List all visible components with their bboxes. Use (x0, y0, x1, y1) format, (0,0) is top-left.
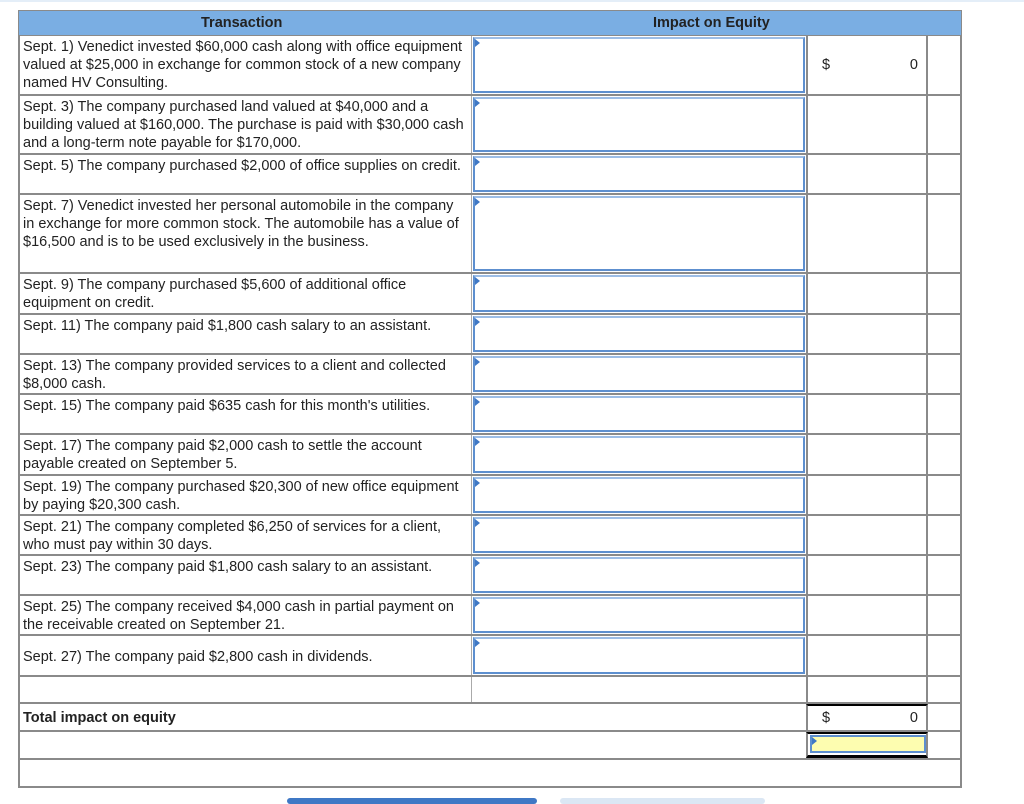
transaction-description: Sept. 9) The company purchased $5,600 of additional office equipment on credit. (18, 274, 472, 313)
spacer-cell (928, 636, 962, 675)
total-equity-input[interactable] (810, 735, 926, 753)
transaction-description: Sept. 21) The company completed $6,250 of services for a client, who must pay within 30 days. (18, 516, 472, 554)
dropdown-indicator-icon (475, 39, 480, 47)
currency-symbol: $ (822, 57, 831, 73)
transaction-description: Sept. 5) The company purchased $2,000 of office supplies on credit. (18, 155, 472, 193)
blank-cell (18, 677, 472, 702)
impact-amount-cell (806, 274, 928, 313)
spacer-cell (928, 732, 962, 758)
impact-select-input[interactable] (473, 557, 805, 593)
transaction-description: Sept. 27) The company paid $2,800 cash in dividends. (18, 636, 472, 675)
table-row (18, 760, 962, 788)
impact-select-input[interactable] (473, 597, 805, 633)
blank-cell (806, 677, 928, 702)
blank-cell (928, 677, 962, 702)
spacer-cell (928, 516, 962, 554)
table-row (18, 476, 962, 516)
impact-select-input[interactable] (473, 316, 805, 352)
transaction-description: Sept. 1) Venedict invested $60,000 cash along with office equipment valued at $25,000 in exchange for common stock of a new company named HV Consulting. (18, 36, 472, 94)
impact-amount-cell (806, 155, 928, 193)
table-row (18, 556, 962, 596)
spacer-cell (928, 704, 962, 730)
spacer-cell (928, 395, 962, 433)
secondary-button[interactable] (560, 798, 765, 804)
impact-dropdown-cell (472, 274, 806, 313)
impact-dropdown-cell (472, 195, 806, 272)
spacer-cell (928, 155, 962, 193)
blank-cell (472, 677, 806, 702)
dropdown-indicator-icon (475, 158, 480, 166)
transaction-description: Sept. 19) The company purchased $20,300 of new office equipment by paying $20,300 cash. (18, 476, 472, 514)
table-row (18, 96, 962, 155)
impact-amount-cell (806, 556, 928, 594)
impact-dropdown-cell (472, 96, 806, 153)
impact-dropdown-cell (472, 36, 806, 94)
impact-dropdown-cell (472, 596, 806, 634)
blank-cell (18, 732, 806, 758)
dropdown-indicator-icon (475, 639, 480, 647)
dropdown-indicator-icon (475, 358, 480, 366)
spacer-cell (928, 315, 962, 353)
dropdown-indicator-icon (475, 599, 480, 607)
impact-dropdown-cell (472, 315, 806, 353)
table-row (18, 315, 962, 355)
spacer-cell (928, 195, 962, 272)
impact-select-input[interactable] (473, 37, 805, 93)
dropdown-indicator-icon (475, 519, 480, 527)
table-row (18, 732, 962, 760)
impact-amount-cell (806, 36, 928, 94)
impact-dropdown-cell (472, 395, 806, 433)
impact-select-input[interactable] (473, 396, 805, 432)
table-row (18, 36, 962, 96)
transaction-description: Sept. 3) The company purchased land valued at $40,000 and a building valued at $160,000. The purchase is paid with $30,000 cash and a long-term note payable for $170,000. (18, 96, 472, 153)
blank-cell (18, 760, 962, 786)
impact-value: 0 (909, 57, 918, 73)
currency-symbol: $ (822, 710, 831, 726)
dropdown-indicator-icon (812, 737, 817, 745)
impact-amount-cell (806, 636, 928, 675)
table-row (18, 596, 962, 636)
transaction-description: Sept. 11) The company paid $1,800 cash salary to an assistant. (18, 315, 472, 353)
dropdown-indicator-icon (475, 277, 480, 285)
dropdown-indicator-icon (475, 99, 480, 107)
total-value: 0 (909, 710, 918, 726)
spacer-cell (928, 274, 962, 313)
transaction-description: Sept. 23) The company paid $1,800 cash salary to an assistant. (18, 556, 472, 594)
impact-dropdown-cell (472, 435, 806, 474)
impact-amount-cell (806, 96, 928, 153)
spacer-cell (928, 355, 962, 393)
spacer-cell (928, 556, 962, 594)
impact-amount-cell (806, 596, 928, 634)
spacer-cell (928, 36, 962, 94)
transaction-description: Sept. 17) The company paid $2,000 cash to settle the account payable created on September 5. (18, 435, 472, 474)
impact-select-input[interactable] (473, 196, 805, 271)
impact-select-input[interactable] (473, 356, 805, 392)
spacer-cell (928, 96, 962, 153)
impact-dropdown-cell (472, 355, 806, 393)
header-transaction: Transaction (201, 15, 283, 31)
table-row (18, 355, 962, 395)
total-input-cell (806, 732, 928, 758)
total-amount-cell (806, 704, 928, 730)
impact-amount-cell (806, 395, 928, 433)
impact-dropdown-cell (472, 556, 806, 594)
table-row (18, 677, 962, 704)
table-row (18, 195, 962, 274)
table-row (18, 274, 962, 315)
total-label: Total impact on equity (18, 704, 806, 730)
impact-dropdown-cell (472, 516, 806, 554)
top-divider (0, 0, 1024, 2)
impact-select-input[interactable] (473, 517, 805, 553)
impact-dropdown-cell (472, 155, 806, 193)
impact-select-input[interactable] (473, 436, 805, 473)
table-header (18, 10, 962, 36)
impact-select-input[interactable] (473, 637, 805, 674)
transaction-description: Sept. 25) The company received $4,000 cash in partial payment on the receivable created on September 21. (18, 596, 472, 634)
transaction-description: Sept. 15) The company paid $635 cash for this month's utilities. (18, 395, 472, 433)
dropdown-indicator-icon (475, 398, 480, 406)
impact-amount-cell (806, 315, 928, 353)
impact-amount-cell (806, 516, 928, 554)
impact-dropdown-cell (472, 476, 806, 514)
dropdown-indicator-icon (475, 438, 480, 446)
table-row (18, 704, 962, 732)
primary-button[interactable] (287, 798, 537, 804)
impact-amount-cell (806, 476, 928, 514)
table-row (18, 155, 962, 195)
table-row (18, 395, 962, 435)
transaction-description: Sept. 7) Venedict invested her personal automobile in the company in exchange for more common stock. The automobile has a value of $16,500 and is to be used exclusively in the business. (18, 195, 472, 272)
table-row (18, 636, 962, 677)
impact-amount-cell (806, 435, 928, 474)
impact-select-input[interactable] (473, 477, 805, 513)
spacer-cell (928, 435, 962, 474)
dropdown-indicator-icon (475, 559, 480, 567)
impact-amount-cell (806, 355, 928, 393)
header-impact-on-equity: Impact on Equity (653, 15, 770, 31)
table-row (18, 516, 962, 556)
impact-dropdown-cell (472, 636, 806, 675)
dropdown-indicator-icon (475, 198, 480, 206)
impact-select-input[interactable] (473, 156, 805, 192)
impact-amount-cell (806, 195, 928, 272)
dropdown-indicator-icon (475, 479, 480, 487)
dropdown-indicator-icon (475, 318, 480, 326)
spacer-cell (928, 596, 962, 634)
table-row (18, 435, 962, 476)
transaction-description: Sept. 13) The company provided services to a client and collected $8,000 cash. (18, 355, 472, 393)
impact-select-input[interactable] (473, 97, 805, 152)
impact-select-input[interactable] (473, 275, 805, 312)
spacer-cell (928, 476, 962, 514)
